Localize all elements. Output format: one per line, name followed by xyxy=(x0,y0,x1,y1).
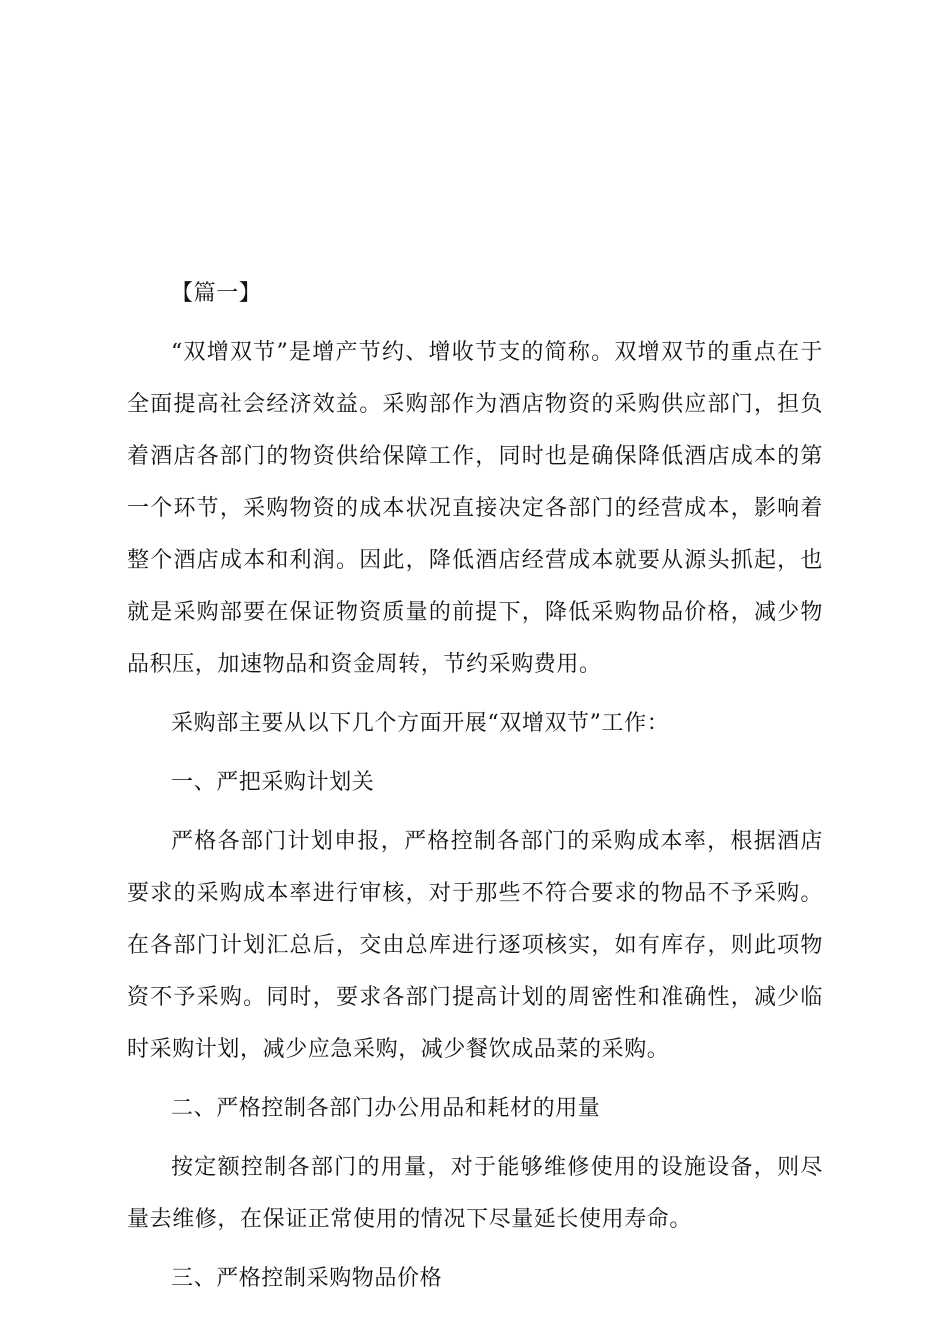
section-marker: 【篇一】 xyxy=(171,281,262,306)
spacer xyxy=(127,1246,823,1253)
section-heading-3: 三、严格控制采购物品价格 xyxy=(171,1266,443,1291)
overview-paragraph: 采购部主要从以下几个方面开展“双增双节”工作： xyxy=(171,711,670,736)
section-1-paragraph: 严格各部门计划申报，严格控制各部门的采购成本率，根据酒店要求的采购成本率进行审核，对于那些不符合要求的物品不予采购。在各部门计划汇总后，交由总库进行逐项核实，如有库存，则此项物资不予采购。同时，要求各部门提高计划的周密性和准确性，减少临时采购计划，减少应急采购，减少餐饮成品菜的采购。 xyxy=(127,829,823,1062)
spacer xyxy=(127,1076,823,1083)
document-body xyxy=(127,268,823,1305)
section-2-paragraph: 按定额控制各部门的用量，对于能够维修使用的设施设备，则尽量去维修，在保证正常使用的情况下尽量延长使用寿命。 xyxy=(127,1155,823,1232)
spacer xyxy=(127,320,823,327)
spacer xyxy=(127,750,823,757)
section-heading-2: 二、严格控制各部门办公用品和耗材的用量 xyxy=(171,1096,601,1121)
spacer xyxy=(127,691,823,698)
spacer xyxy=(127,1135,823,1142)
section-heading-1: 一、严把采购计划关 xyxy=(171,770,375,795)
intro-paragraph: “双增双节”是增产节约、增收节支的简称。双增双节的重点在于全面提高社会经济效益。采购部作为酒店物资的采购供应部门，担负着酒店各部门的物资供给保障工作，同时也是确保降低酒店成本的第一个环节，采购物资的成本状况直接决定各部门的经营成本，影响着整个酒店成本和利润。因此，降低酒店经营成本就要从源头抓起，也就是采购部要在保证物资质量的前提下，降低采购物品价格，减少物品积压，加速物品和资金周转，节约采购费用。 xyxy=(127,340,823,677)
spacer xyxy=(127,809,823,816)
